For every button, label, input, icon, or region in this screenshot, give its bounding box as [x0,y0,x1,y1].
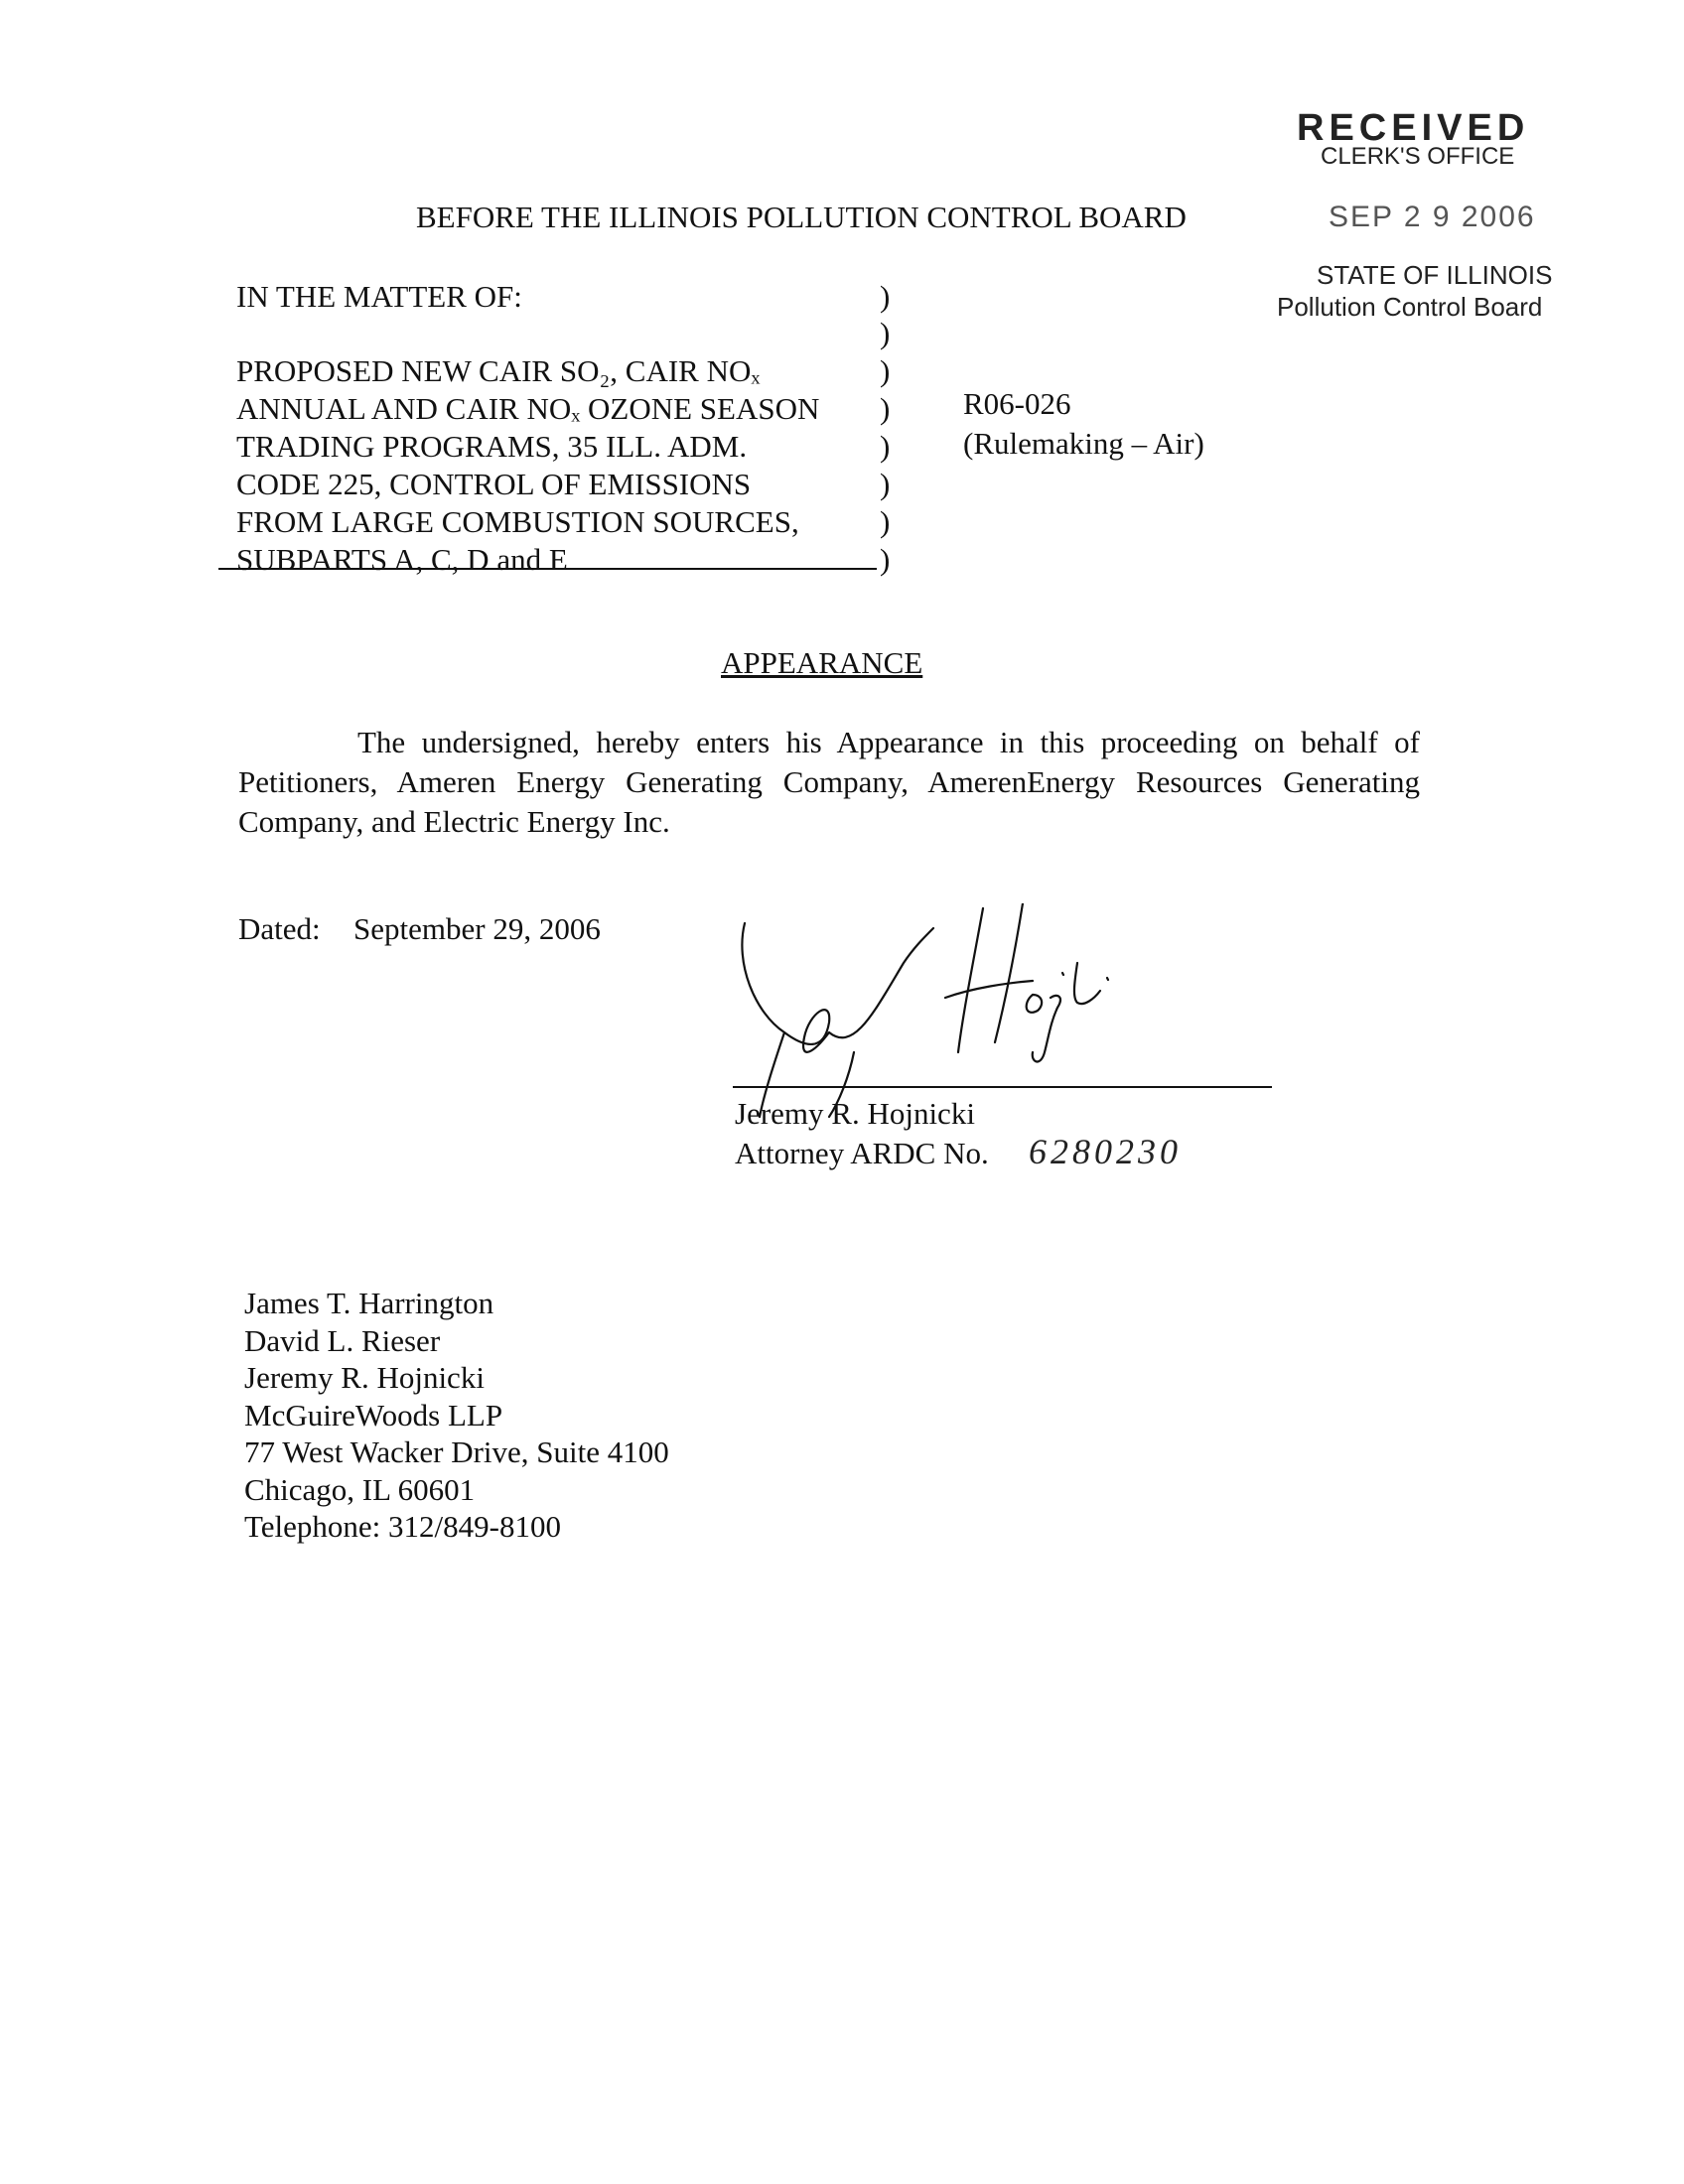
stamp-state: STATE OF ILLINOIS [1317,260,1553,290]
counsel-address-block [244,1285,669,1546]
handwritten-signature [735,903,1152,1122]
caption-paren: ) [880,353,891,388]
caption-line: TRADING PROGRAMS, 35 ILL. ADM. [236,429,748,464]
address-line: Jeremy R. Hojnicki [244,1360,485,1395]
caption-underline [218,568,877,570]
dated-value: September 29, 2006 [353,911,601,946]
ardc-label: Attorney ARDC No. [735,1136,989,1170]
address-line: Telephone: 312/849-8100 [244,1509,561,1544]
address-line: James T. Harrington [244,1286,494,1320]
address-line: David L. Rieser [244,1322,441,1358]
signature-line [733,1086,1272,1088]
caption-line: SUBPARTS A, C, D and E [236,542,568,577]
signer-name: Jeremy R. Hojnicki [735,1096,975,1131]
caption-paren: ) [880,467,891,501]
address-line: Chicago, IL 60601 [244,1471,476,1507]
caption-paren: ) [880,279,891,314]
caption-paren: ) [880,542,891,577]
caption-paren: ) [880,316,891,350]
document-heading: APPEARANCE [721,645,923,680]
docket-type: (Rulemaking – Air) [963,426,1204,461]
caption-paren: ) [880,504,891,539]
stamp-clerks-office: CLERK'S OFFICE [1321,143,1515,170]
stamp-date: SEP 2 9 2006 [1329,201,1536,233]
docket-number: R06-026 [963,386,1071,421]
board-title: BEFORE THE ILLINOIS POLLUTION CONTROL BOARD [416,200,1187,234]
body-paragraph: The undersigned, hereby enters his Appearance in this proceeding on behalf of Petitioners, Ameren Energy Generating Company, AmerenEnergy Resources Generating Company, and Electric Energy Inc. [238,725,1420,839]
address-line: 77 West Wacker Drive, Suite 4100 [244,1434,669,1469]
caption-line: ANNUAL AND CAIR NOₓ OZONE SEASON [236,391,820,426]
stamp-received: RECEIVED [1297,107,1530,149]
caption-paren: ) [880,429,891,464]
caption-paren: ) [880,391,891,426]
caption-line: PROPOSED NEW CAIR SO₂, CAIR NOₓ [236,353,761,388]
matter-label: IN THE MATTER OF: [236,279,522,314]
address-line: McGuireWoods LLP [244,1397,503,1433]
dated-label: Dated: [238,911,321,946]
stamp-board: Pollution Control Board [1277,292,1543,322]
caption-line: CODE 225, CONTROL OF EMISSIONS [236,467,752,501]
ardc-number: 6280230 [1029,1132,1182,1171]
caption-line: FROM LARGE COMBUSTION SOURCES, [236,504,799,539]
